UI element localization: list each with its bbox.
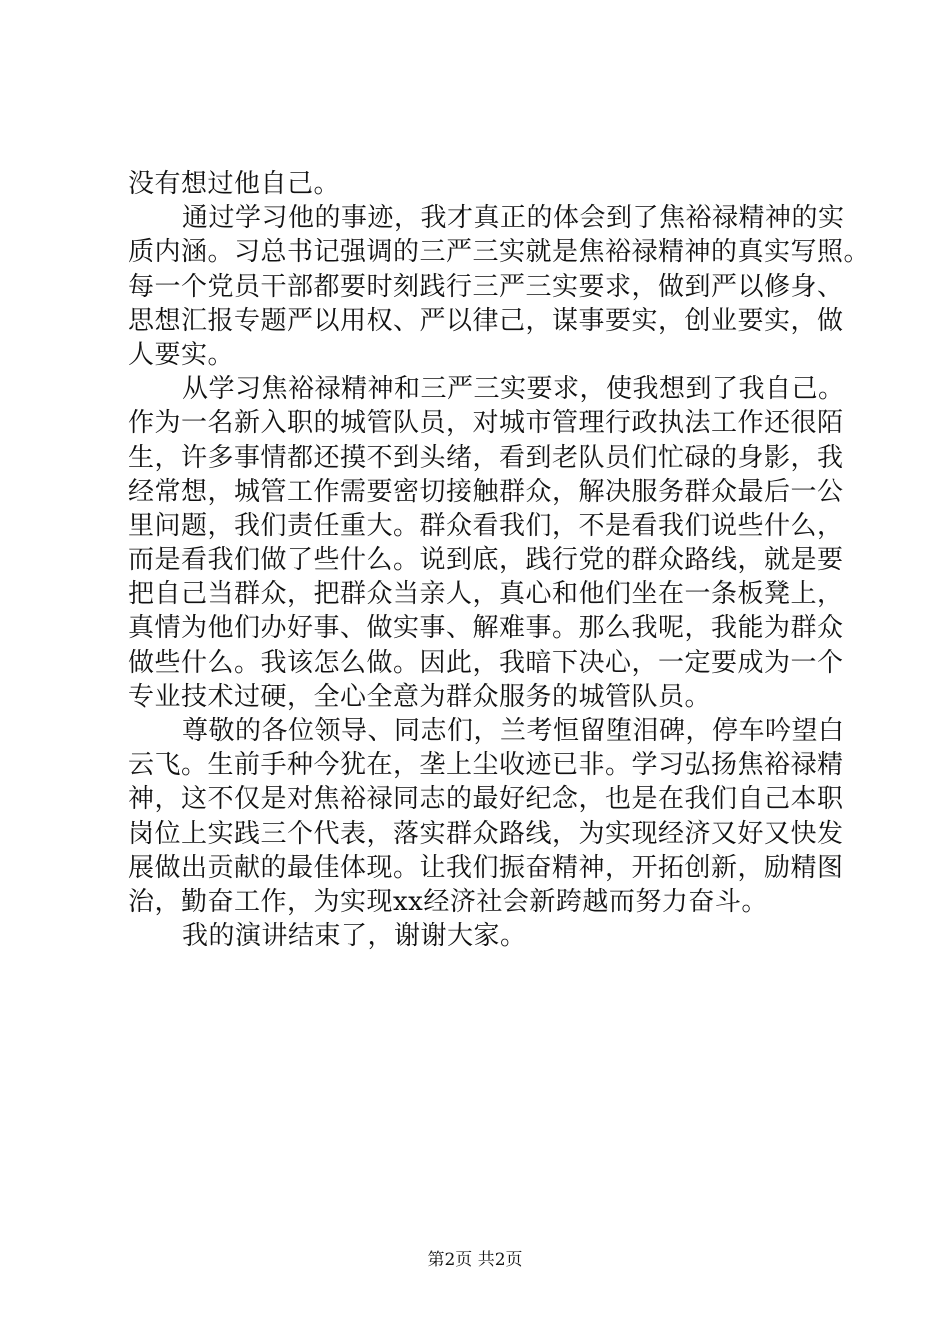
paragraph-first-line: 从学习焦裕禄精神和三严三实要求，使我想到了我自己。 <box>182 374 845 405</box>
text-line: 作为一名新入职的城管队员，对城市管理行政执法工作还很陌 <box>128 408 844 439</box>
text-line: 专业技术过硬，全心全意为群众服务的城管队员。 <box>128 681 712 712</box>
text-line: 治，勤奋工作，为实现xx经济社会新跨越而努力奋斗。 <box>128 886 768 917</box>
document-body <box>128 167 871 953</box>
text-line: 里问题，我们责任重大。群众看我们，不是看我们说些什么， <box>128 510 844 541</box>
text-line: 人要实。 <box>128 339 235 370</box>
text-line: 云飞。生前手种今犹在，垄上尘收迹已非。学习弘扬焦裕禄精 <box>128 750 844 781</box>
text-line: 把自己当群众，把群众当亲人，真心和他们坐在一条板凳上， <box>128 579 844 610</box>
text-line: 生，许多事情都还摸不到头绪，看到老队员们忙碌的身影，我 <box>128 442 844 473</box>
text-line: 神，这不仅是对焦裕禄同志的最好纪念，也是在我们自己本职 <box>128 784 844 815</box>
text-line: 真情为他们办好事、做实事、解难事。那么我呢，我能为群众 <box>128 613 844 644</box>
text-line: 经常想，城管工作需要密切接触群众，解决服务群众最后一公 <box>128 476 844 507</box>
text-line: 而是看我们做了些什么。说到底，践行党的群众路线，就是要 <box>128 545 844 576</box>
text-line: 展做出贡献的最佳体现。让我们振奋精神，开拓创新，励精图 <box>128 852 844 883</box>
paragraph-first-line: 通过学习他的事迹，我才真正的体会到了焦裕禄精神的实 <box>182 203 845 234</box>
text-line: 岗位上实践三个代表，落实群众路线，为实现经济又好又快发 <box>128 818 844 849</box>
text-line: 每一个党员干部都要时刻践行三严三实要求，做到严以修身、 <box>128 271 844 302</box>
page-number-footer: 第2页 共2页 <box>427 1250 523 1270</box>
text-line: 质内涵。习总书记强调的三严三实就是焦裕禄精神的真实写照。 <box>128 237 871 268</box>
text-line: 没有想过他自己。 <box>128 169 341 199</box>
text-line: 思想汇报专题严以用权、严以律己，谋事要实，创业要实，做 <box>128 305 844 336</box>
text-line: 做些什么。我该怎么做。因此，我暗下决心，一定要成为一个 <box>128 647 844 678</box>
paragraph-first-line: 尊敬的各位领导、同志们，兰考恒留堕泪碑，停车吟望白 <box>182 716 845 746</box>
paragraph-first-line: 我的演讲结束了，谢谢大家。 <box>182 921 527 952</box>
